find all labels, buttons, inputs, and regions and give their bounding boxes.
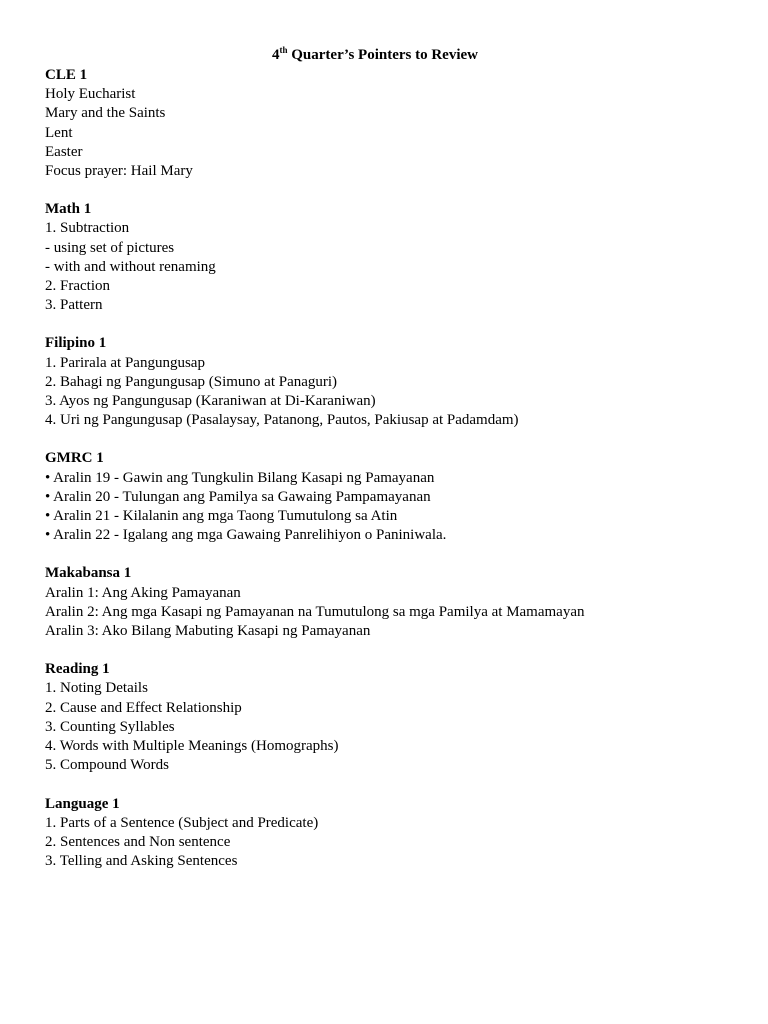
- section-item: Aralin 2: Ang mga Kasapi ng Pamayanan na Tumutulong sa mga Pamilya at Mamamayan: [45, 603, 585, 620]
- section-heading: Language 1: [45, 795, 120, 812]
- section: [45, 66, 725, 181]
- section-item: 1. Noting Details: [45, 680, 148, 697]
- section-item: 3. Pattern: [45, 297, 103, 314]
- title-superscript: th: [279, 45, 288, 55]
- title-number: 4: [271, 47, 280, 63]
- section-heading: Makabansa 1: [45, 565, 132, 582]
- section-item: 1. Parirala at Pangungusap: [45, 354, 205, 371]
- section-item: 4. Words with Multiple Meanings (Homographs): [45, 738, 339, 755]
- section: [45, 564, 725, 641]
- section-item: 3. Telling and Asking Sentences: [45, 853, 238, 870]
- document-title: [45, 45, 705, 66]
- section-heading: Math 1: [45, 201, 92, 218]
- section-item: 2. Sentences and Non sentence: [45, 833, 231, 850]
- section: [45, 795, 725, 872]
- section-item: • Aralin 22 - Igalang ang mga Gawaing Panrelihiyon o Paniniwala.: [45, 527, 447, 544]
- section-item: Aralin 1: Ang Aking Pamayanan: [45, 584, 241, 601]
- section-item: 1. Subtraction: [45, 220, 130, 237]
- section-item: 1. Parts of a Sentence (Subject and Predicate): [45, 814, 319, 831]
- section-item: 2. Fraction: [45, 278, 110, 295]
- section: [45, 660, 725, 775]
- section-item: • Aralin 20 - Tulungan ang Pamilya sa Gawaing Pampamayanan: [45, 488, 431, 505]
- document-page: [45, 45, 725, 890]
- section-item: Easter: [45, 143, 83, 160]
- section-item: 2. Cause and Effect Relationship: [45, 699, 242, 716]
- section-item: 5. Compound Words: [45, 757, 169, 774]
- section-item: Focus prayer: Hail Mary: [45, 163, 193, 180]
- section-item: 4. Uri ng Pangungusap (Pasalaysay, Patanong, Pautos, Pakiusap at Padamdam): [45, 412, 519, 429]
- section-heading: Reading 1: [45, 661, 110, 678]
- section-heading: GMRC 1: [45, 450, 104, 467]
- title-text: Quarter’s Pointers to Review: [287, 47, 478, 63]
- section-item: Holy Eucharist: [45, 86, 136, 103]
- section-item: • Aralin 21 - Kilalanin ang mga Taong Tumutulong sa Atin: [45, 508, 398, 525]
- section-heading: CLE 1: [45, 67, 88, 83]
- section-item: 3. Ayos ng Pangungusap (Karaniwan at Di-Karaniwan): [45, 393, 376, 410]
- section-item: - using set of pictures: [45, 239, 175, 256]
- section-heading: Filipino 1: [45, 335, 107, 352]
- section: [45, 200, 725, 315]
- section-item: 3. Counting Syllables: [45, 718, 175, 735]
- section: [45, 334, 725, 430]
- section-item: • Aralin 19 - Gawin ang Tungkulin Bilang Kasapi ng Pamayanan: [45, 469, 435, 486]
- section-item: - with and without renaming: [45, 258, 216, 275]
- sections-container: [45, 66, 725, 871]
- section-item: 2. Bahagi ng Pangungusap (Simuno at Panaguri): [45, 373, 338, 390]
- section: [45, 449, 725, 545]
- section-item: Lent: [45, 124, 73, 141]
- section-item: Mary and the Saints: [45, 105, 166, 122]
- section-item: Aralin 3: Ako Bilang Mabuting Kasapi ng Pamayanan: [45, 623, 371, 640]
